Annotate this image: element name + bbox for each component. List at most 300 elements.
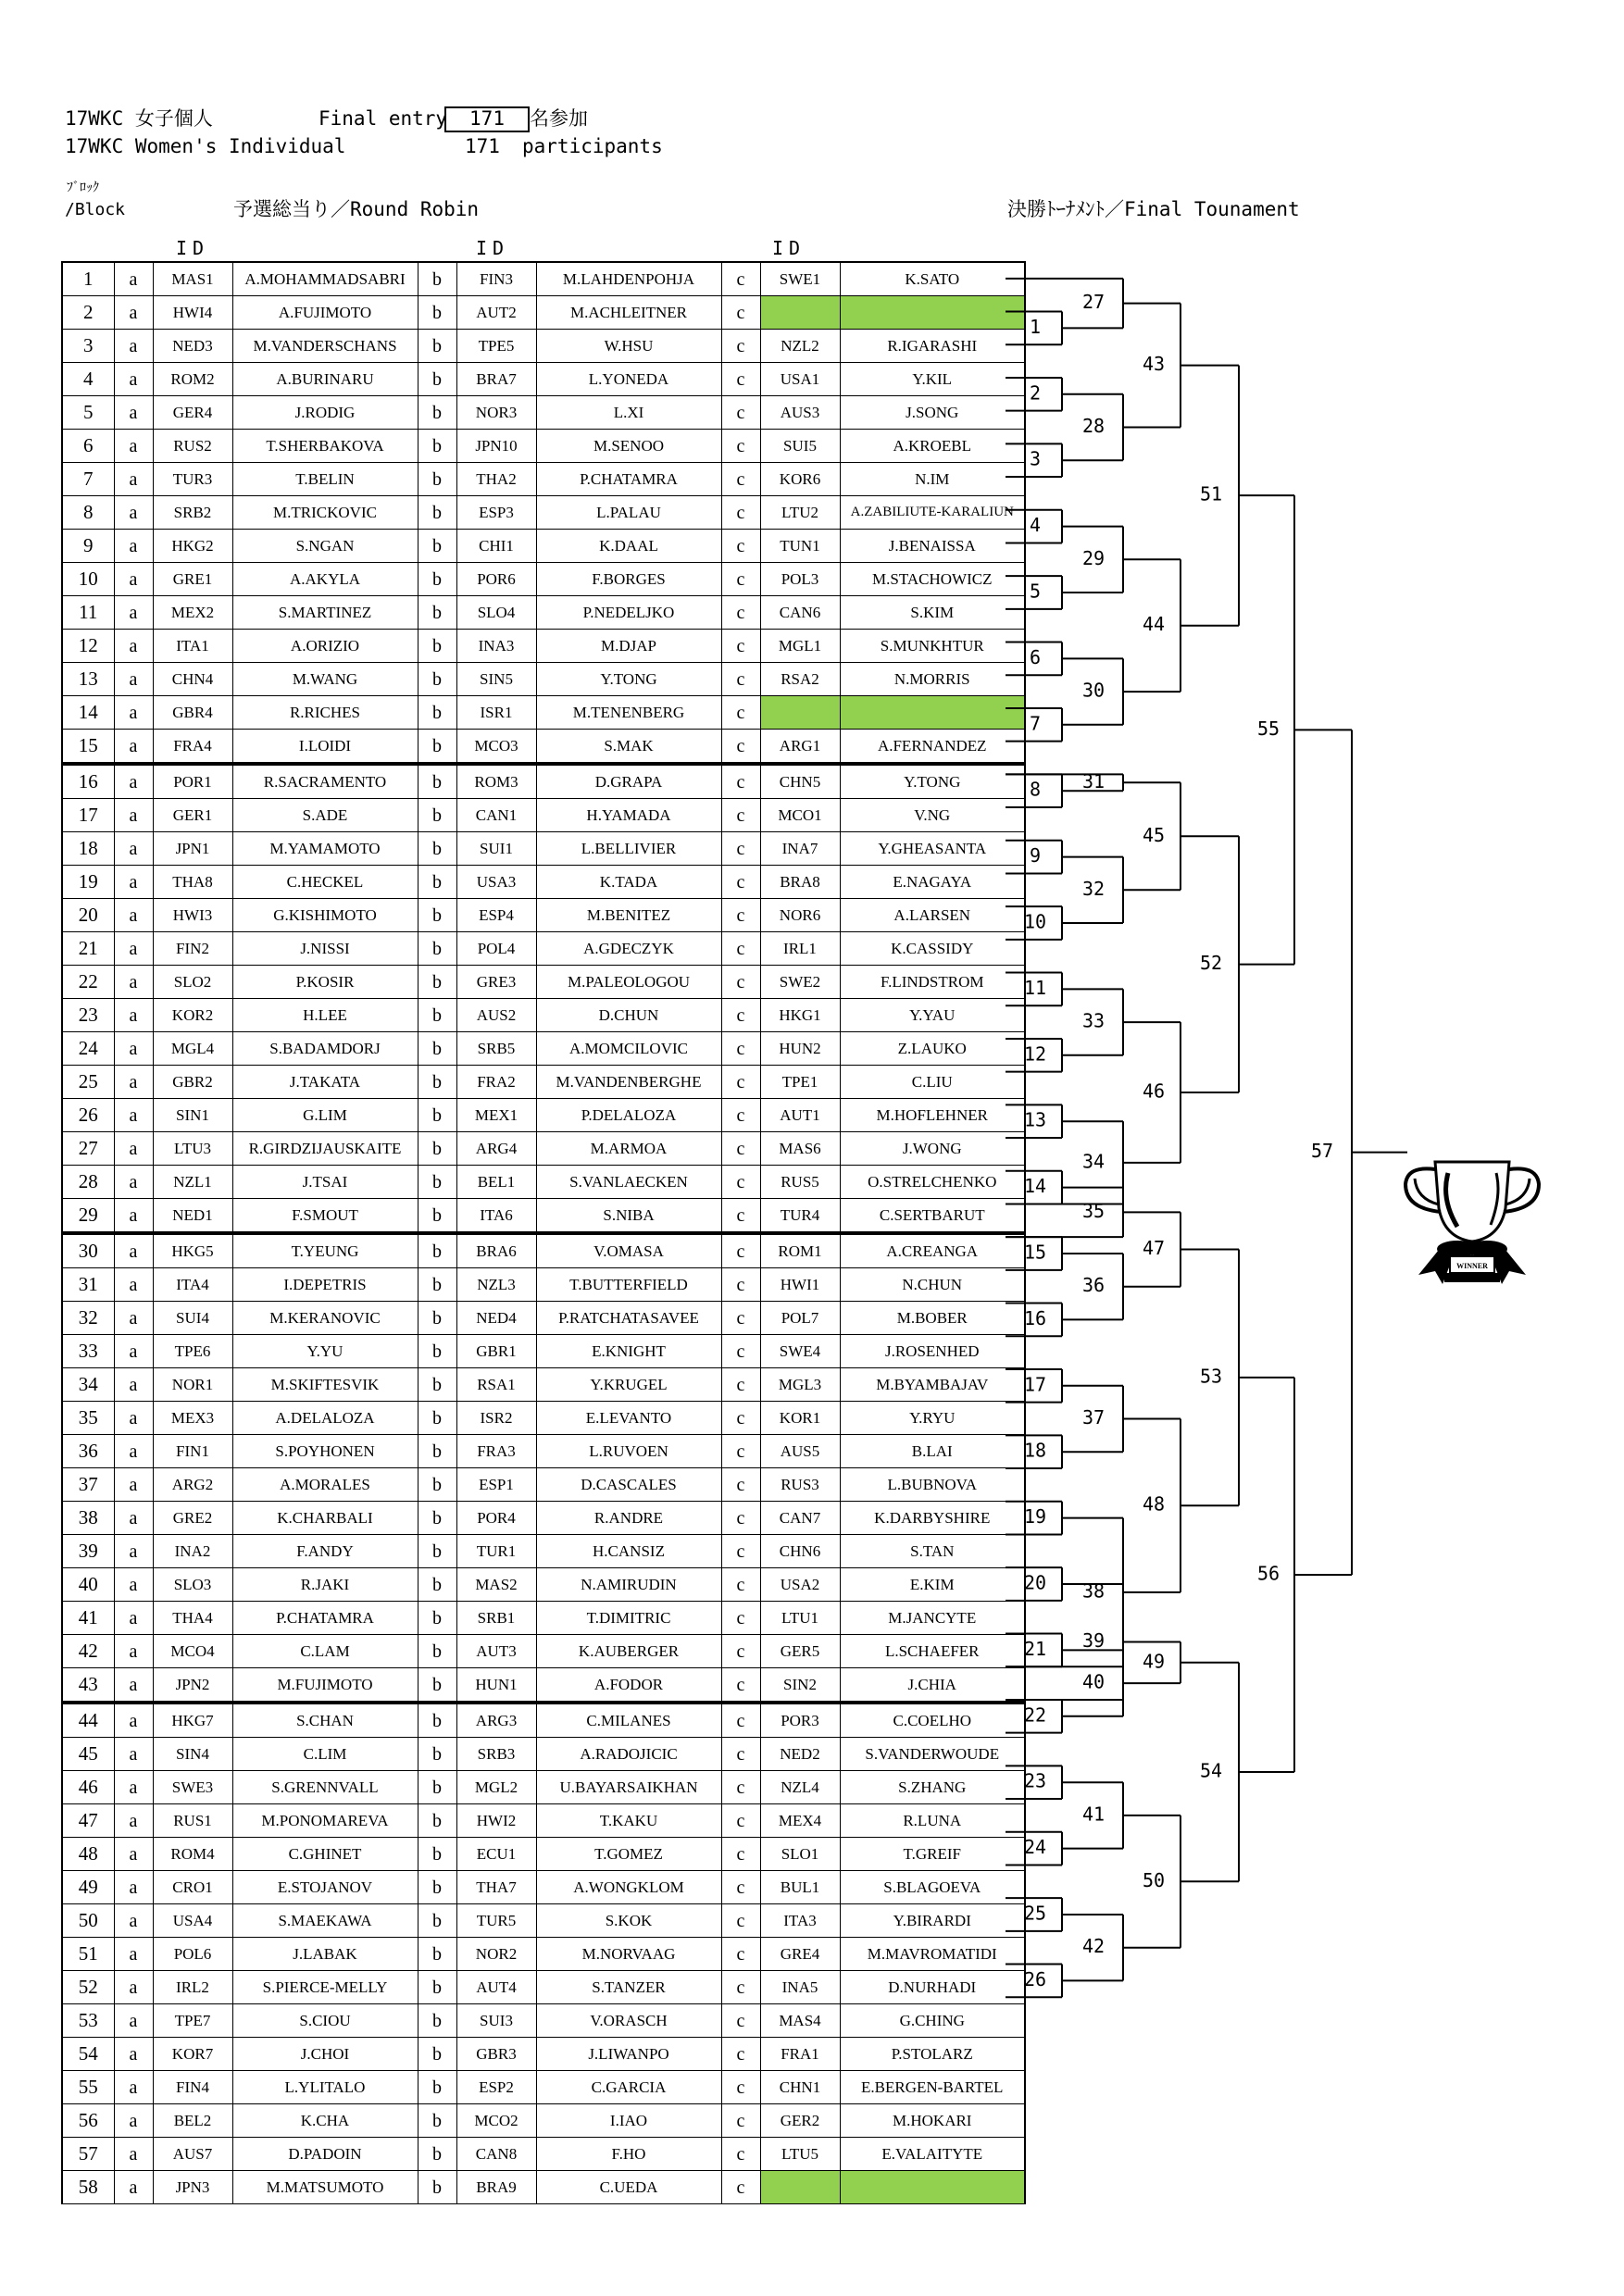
player-name-b: T.GOMEZ: [536, 1838, 721, 1871]
player-id-a: ITA4: [153, 1268, 232, 1302]
player-name-b: P.NEDELJKO: [536, 596, 721, 630]
player-name-c: L.SCHAEFER: [840, 1635, 1025, 1668]
match-number: 23: [1023, 1769, 1047, 1792]
round-robin-title: 予選総当り／Round Robin: [233, 198, 480, 220]
slot-letter-a: a: [114, 966, 153, 999]
match-number: 13: [1023, 1108, 1047, 1131]
slot-letter-a: a: [114, 1804, 153, 1838]
slot-letter-b: b: [418, 730, 456, 765]
match-number: 52: [1199, 952, 1223, 975]
player-name-a: I.DEPETRIS: [232, 1268, 418, 1302]
block-number: 56: [62, 2104, 114, 2138]
player-name-c: C.COELHO: [840, 1703, 1025, 1738]
player-id-c: POR3: [760, 1703, 840, 1738]
slot-letter-b: b: [418, 1804, 456, 1838]
match-number: 54: [1199, 1759, 1223, 1782]
player-name-a: J.TSAI: [232, 1166, 418, 1199]
player-name-b: K.DAAL: [536, 530, 721, 563]
block-number: 26: [62, 1099, 114, 1132]
player-id-c: TUN1: [760, 530, 840, 563]
match-number: 32: [1081, 877, 1106, 900]
slot-letter-b: b: [418, 696, 456, 730]
block-number: 46: [62, 1771, 114, 1804]
player-id-a: FIN4: [153, 2071, 232, 2104]
block-number: 3: [62, 330, 114, 363]
slot-letter-b: b: [418, 1402, 456, 1435]
slot-letter-b: b: [418, 1468, 456, 1502]
slot-letter-b: b: [418, 1435, 456, 1468]
player-id-a: JPN3: [153, 2171, 232, 2204]
match-number: 51: [1199, 482, 1223, 505]
player-id-b: CAN8: [456, 2138, 536, 2171]
block-number: 39: [62, 1535, 114, 1568]
slot-letter-b: b: [418, 663, 456, 696]
player-name-b: L.XI: [536, 396, 721, 430]
participant-count: 171: [465, 135, 500, 157]
slot-letter-c: c: [721, 1738, 760, 1771]
block-number: 32: [62, 1302, 114, 1335]
player-name-a: M.KERANOVIC: [232, 1302, 418, 1335]
slot-letter-b: b: [418, 1635, 456, 1668]
player-name-c: V.NG: [840, 799, 1025, 832]
slot-letter-c: c: [721, 396, 760, 430]
player-name-c: Y.RYU: [840, 1402, 1025, 1435]
player-id-b: ARG4: [456, 1132, 536, 1166]
player-id-b: BRA9: [456, 2171, 536, 2204]
player-id-a: GBR4: [153, 696, 232, 730]
player-id-b: BRA6: [456, 1233, 536, 1268]
player-id-b: MCO2: [456, 2104, 536, 2138]
player-id-c: SWE4: [760, 1335, 840, 1368]
player-name-b: S.TANZER: [536, 1971, 721, 2004]
block-number: 2: [62, 296, 114, 330]
slot-letter-c: c: [721, 1635, 760, 1668]
player-name-b: F.BORGES: [536, 563, 721, 596]
player-id-b: USA3: [456, 866, 536, 899]
slot-letter-b: b: [418, 530, 456, 563]
player-name-b: M.ARMOA: [536, 1132, 721, 1166]
match-number: 30: [1081, 679, 1106, 702]
player-id-b: RSA1: [456, 1368, 536, 1402]
slot-letter-a: a: [114, 296, 153, 330]
player-id-b: NED4: [456, 1302, 536, 1335]
slot-letter-b: b: [418, 1602, 456, 1635]
player-name-c: Z.LAUKO: [840, 1032, 1025, 1066]
block-number: 58: [62, 2171, 114, 2204]
slot-letter-a: a: [114, 1568, 153, 1602]
player-name-b: H.CANSIZ: [536, 1535, 721, 1568]
player-name-b: W.HSU: [536, 330, 721, 363]
player-id-c: NZL4: [760, 1771, 840, 1804]
slot-letter-a: a: [114, 799, 153, 832]
player-id-a: JPN1: [153, 832, 232, 866]
block-number: 19: [62, 866, 114, 899]
slot-letter-c: c: [721, 463, 760, 496]
player-name-b: T.DIMITRIC: [536, 1602, 721, 1635]
player-id-a: GRE2: [153, 1502, 232, 1535]
player-id-a: TUR3: [153, 463, 232, 496]
match-number: 39: [1081, 1628, 1106, 1652]
slot-letter-b: b: [418, 1132, 456, 1166]
player-name-b: P.DELALOZA: [536, 1099, 721, 1132]
player-name-b: T.KAKU: [536, 1804, 721, 1838]
player-id-b: AUS2: [456, 999, 536, 1032]
match-number: 34: [1081, 1150, 1106, 1173]
block-number: 54: [62, 2038, 114, 2071]
slot-letter-c: c: [721, 1938, 760, 1971]
slot-letter-c: c: [721, 1199, 760, 1234]
slot-letter-b: b: [418, 2038, 456, 2071]
player-name-a: A.MOHAMMADSABRI: [232, 262, 418, 296]
player-name-a: C.LAM: [232, 1635, 418, 1668]
player-id-b: CAN1: [456, 799, 536, 832]
match-number: 56: [1256, 1562, 1280, 1585]
slot-letter-a: a: [114, 463, 153, 496]
player-id-c: ITA3: [760, 1904, 840, 1938]
slot-letter-c: c: [721, 696, 760, 730]
player-name-a: H.LEE: [232, 999, 418, 1032]
match-number: 24: [1023, 1836, 1047, 1859]
player-name-c: J.CHIA: [840, 1668, 1025, 1703]
player-name-c: K.SATO: [840, 262, 1025, 296]
player-id-b: TUR5: [456, 1904, 536, 1938]
player-id-a: THA8: [153, 866, 232, 899]
player-id-c: AUS5: [760, 1435, 840, 1468]
slot-letter-c: c: [721, 1535, 760, 1568]
player-id-b: ISR1: [456, 696, 536, 730]
slot-letter-c: c: [721, 2104, 760, 2138]
player-id-b: POR6: [456, 563, 536, 596]
slot-letter-a: a: [114, 1703, 153, 1738]
player-id-a: TPE7: [153, 2004, 232, 2038]
player-id-b: SRB1: [456, 1602, 536, 1635]
player-name-a: A.FUJIMOTO: [232, 296, 418, 330]
player-id-c: CAN7: [760, 1502, 840, 1535]
player-id-c: AUS3: [760, 396, 840, 430]
slot-letter-c: c: [721, 1402, 760, 1435]
player-name-c: E.BERGEN-BARTEL: [840, 2071, 1025, 2104]
participants-jp: 名参加: [530, 107, 588, 130]
player-id-a: KOR2: [153, 999, 232, 1032]
player-name-c: A.CREANGA: [840, 1233, 1025, 1268]
player-name-c: Y.GHEASANTA: [840, 832, 1025, 866]
match-number: 40: [1081, 1670, 1106, 1693]
slot-letter-a: a: [114, 1971, 153, 2004]
player-name-b: M.ACHLEITNER: [536, 296, 721, 330]
match-number: 43: [1142, 353, 1166, 376]
player-id-b: AUT4: [456, 1971, 536, 2004]
player-id-c: SWE1: [760, 262, 840, 296]
player-id-c: SLO1: [760, 1838, 840, 1871]
slot-letter-c: c: [721, 2038, 760, 2071]
player-id-b: MAS2: [456, 1568, 536, 1602]
player-name-b: L.PALAU: [536, 496, 721, 530]
player-id-a: THA4: [153, 1602, 232, 1635]
match-number: 35: [1081, 1199, 1106, 1222]
player-name-c: B.LAI: [840, 1435, 1025, 1468]
slot-letter-a: a: [114, 630, 153, 663]
match-number: 50: [1142, 1868, 1166, 1891]
player-name-b: H.YAMADA: [536, 799, 721, 832]
slot-letter-b: b: [418, 2171, 456, 2204]
player-name-b: L.RUVOEN: [536, 1435, 721, 1468]
player-name-c: K.DARBYSHIRE: [840, 1502, 1025, 1535]
block-number: 29: [62, 1199, 114, 1234]
block-number: 53: [62, 2004, 114, 2038]
block-number: 34: [62, 1368, 114, 1402]
block-number: 21: [62, 932, 114, 966]
player-name-a: S.PIERCE-MELLY: [232, 1971, 418, 2004]
player-id-b: NOR3: [456, 396, 536, 430]
player-name-b: M.PALEOLOGOU: [536, 966, 721, 999]
player-id-b: HWI2: [456, 1804, 536, 1838]
block-number: 38: [62, 1502, 114, 1535]
player-name-b: C.GARCIA: [536, 2071, 721, 2104]
player-name-c: T.GREIF: [840, 1838, 1025, 1871]
player-id-a: INA2: [153, 1535, 232, 1568]
player-name-b: M.TENENBERG: [536, 696, 721, 730]
block-number: 33: [62, 1335, 114, 1368]
player-name-b: S.NIBA: [536, 1199, 721, 1234]
player-id-b: FRA2: [456, 1066, 536, 1099]
player-id-b: MGL2: [456, 1771, 536, 1804]
slot-letter-b: b: [418, 999, 456, 1032]
match-number: 16: [1023, 1306, 1047, 1329]
player-id-a: SIN1: [153, 1099, 232, 1132]
slot-letter-c: c: [721, 1302, 760, 1335]
slot-letter-b: b: [418, 1066, 456, 1099]
player-name-b: A.GDECZYK: [536, 932, 721, 966]
player-id-c: NED2: [760, 1738, 840, 1771]
player-name-b: K.TADA: [536, 866, 721, 899]
player-name-c: N.CHUN: [840, 1268, 1025, 1302]
slot-letter-a: a: [114, 2038, 153, 2071]
slot-letter-b: b: [418, 1233, 456, 1268]
player-name-b: M.BENITEZ: [536, 899, 721, 932]
player-id-a: BEL2: [153, 2104, 232, 2138]
block-number: 52: [62, 1971, 114, 2004]
slot-letter-c: c: [721, 262, 760, 296]
slot-letter-a: a: [114, 1268, 153, 1302]
player-id-a: RUS1: [153, 1804, 232, 1838]
player-name-c: M.BOBER: [840, 1302, 1025, 1335]
player-name-c: R.IGARASHI: [840, 330, 1025, 363]
player-id-c: POL7: [760, 1302, 840, 1335]
player-id-a: TPE6: [153, 1335, 232, 1368]
slot-letter-b: b: [418, 1368, 456, 1402]
match-number: 7: [1029, 712, 1042, 735]
slot-letter-a: a: [114, 866, 153, 899]
player-id-c: POL3: [760, 563, 840, 596]
slot-letter-c: c: [721, 2071, 760, 2104]
match-number: 38: [1081, 1579, 1106, 1603]
event-title-jp: 17WKC 女子個人: [65, 107, 213, 130]
player-id-b: MEX1: [456, 1099, 536, 1132]
player-id-a: JPN2: [153, 1668, 232, 1703]
block-number: 5: [62, 396, 114, 430]
player-name-b: Y.TONG: [536, 663, 721, 696]
player-name-a: T.BELIN: [232, 463, 418, 496]
block-number: 42: [62, 1635, 114, 1668]
id-header-c: ID: [772, 237, 806, 259]
player-name-c: M.MAVROMATIDI: [840, 1938, 1025, 1971]
slot-letter-a: a: [114, 2138, 153, 2171]
player-name-b: D.GRAPA: [536, 764, 721, 799]
slot-letter-b: b: [418, 1502, 456, 1535]
participants-en: participants: [522, 135, 663, 157]
slot-letter-c: c: [721, 2171, 760, 2204]
slot-letter-c: c: [721, 1502, 760, 1535]
slot-letter-c: c: [721, 1838, 760, 1871]
player-id-a: NZL1: [153, 1166, 232, 1199]
player-name-b: D.CHUN: [536, 999, 721, 1032]
player-id-a: GER1: [153, 799, 232, 832]
player-id-c: GER5: [760, 1635, 840, 1668]
block-number: 14: [62, 696, 114, 730]
player-name-c: E.NAGAYA: [840, 866, 1025, 899]
player-name-c: S.TAN: [840, 1535, 1025, 1568]
final-entry-label: Final entry: [319, 107, 448, 130]
player-id-c: ROM1: [760, 1233, 840, 1268]
player-id-a: MEX2: [153, 596, 232, 630]
slot-letter-b: b: [418, 1938, 456, 1971]
player-id-c: KOR6: [760, 463, 840, 496]
player-id-a: SUI4: [153, 1302, 232, 1335]
player-name-c: A.FERNANDEZ: [840, 730, 1025, 765]
match-number: 57: [1310, 1140, 1334, 1163]
player-id-a: KOR7: [153, 2038, 232, 2071]
player-name-a: M.VANDERSCHANS: [232, 330, 418, 363]
slot-letter-b: b: [418, 396, 456, 430]
player-id-a: GRE1: [153, 563, 232, 596]
player-id-a: SIN4: [153, 1738, 232, 1771]
player-id-a: FRA4: [153, 730, 232, 765]
block-number: 16: [62, 764, 114, 799]
slot-letter-b: b: [418, 866, 456, 899]
player-id-c: MEX4: [760, 1804, 840, 1838]
player-id-b: POL4: [456, 932, 536, 966]
player-name-a: C.HECKEL: [232, 866, 418, 899]
block-number: 9: [62, 530, 114, 563]
slot-letter-b: b: [418, 1871, 456, 1904]
player-id-b: AUT3: [456, 1635, 536, 1668]
player-id-b: SIN5: [456, 663, 536, 696]
match-number: 44: [1142, 613, 1166, 636]
player-id-a: ROM2: [153, 363, 232, 396]
player-id-b: ESP3: [456, 496, 536, 530]
player-name-c: M.JANCYTE: [840, 1602, 1025, 1635]
player-id-c: HKG1: [760, 999, 840, 1032]
slot-letter-c: c: [721, 730, 760, 765]
match-number: 29: [1081, 546, 1106, 569]
slot-letter-c: c: [721, 2138, 760, 2171]
entry-count-box: 171: [444, 106, 530, 132]
player-name-b: Y.KRUGEL: [536, 1368, 721, 1402]
block-number: 24: [62, 1032, 114, 1066]
player-name-a: S.POYHONEN: [232, 1435, 418, 1468]
slot-letter-c: c: [721, 530, 760, 563]
slot-letter-b: b: [418, 2071, 456, 2104]
player-name-b: M.NORVAAG: [536, 1938, 721, 1971]
slot-letter-a: a: [114, 1635, 153, 1668]
slot-letter-a: a: [114, 1535, 153, 1568]
player-id-b: CHI1: [456, 530, 536, 563]
slot-letter-c: c: [721, 1032, 760, 1066]
player-name-c: Y.BIRARDI: [840, 1904, 1025, 1938]
slot-letter-b: b: [418, 1703, 456, 1738]
player-name-c: Y.TONG: [840, 764, 1025, 799]
block-number: 51: [62, 1938, 114, 1971]
slot-letter-c: c: [721, 596, 760, 630]
player-id-b: ISR2: [456, 1402, 536, 1435]
slot-letter-c: c: [721, 1904, 760, 1938]
player-id-b: ECU1: [456, 1838, 536, 1871]
block-number: 22: [62, 966, 114, 999]
player-name-a: A.ORIZIO: [232, 630, 418, 663]
slot-letter-a: a: [114, 330, 153, 363]
player-id-b: GBR3: [456, 2038, 536, 2071]
player-id-a: ARG2: [153, 1468, 232, 1502]
slot-letter-a: a: [114, 1335, 153, 1368]
player-name-b: C.UEDA: [536, 2171, 721, 2204]
player-name-a: F.ANDY: [232, 1535, 418, 1568]
player-name-a: D.PADOIN: [232, 2138, 418, 2171]
block-number: 6: [62, 430, 114, 463]
block-number: 4: [62, 363, 114, 396]
block-number: 49: [62, 1871, 114, 1904]
player-id-b: GRE3: [456, 966, 536, 999]
slot-letter-b: b: [418, 1668, 456, 1703]
player-id-a: HKG5: [153, 1233, 232, 1268]
trophy-icon: [1398, 1153, 1546, 1292]
player-name-a: G.KISHIMOTO: [232, 899, 418, 932]
slot-letter-a: a: [114, 1602, 153, 1635]
slot-letter-b: b: [418, 1838, 456, 1871]
player-name-b: L.YONEDA: [536, 363, 721, 396]
slot-letter-a: a: [114, 496, 153, 530]
final-tournament-title: 決勝ﾄｰﾅﾒﾝﾄ／Final Tounament: [1007, 198, 1300, 220]
slot-letter-a: a: [114, 1368, 153, 1402]
match-number: 19: [1023, 1505, 1047, 1529]
player-id-c: RUS5: [760, 1166, 840, 1199]
player-name-a: M.FUJIMOTO: [232, 1668, 418, 1703]
player-id-b: ESP4: [456, 899, 536, 932]
match-number: 33: [1081, 1009, 1106, 1032]
player-name-c: J.SONG: [840, 396, 1025, 430]
player-id-b: NOR2: [456, 1938, 536, 1971]
player-name-c: M.STACHOWICZ: [840, 563, 1025, 596]
player-name-b: S.VANLAECKEN: [536, 1166, 721, 1199]
player-id-c: LTU2: [760, 496, 840, 530]
player-id-b: HUN1: [456, 1668, 536, 1703]
player-name-a: T.SHERBAKOVA: [232, 430, 418, 463]
player-name-c: E.VALAITYTE: [840, 2138, 1025, 2171]
block-number: 1: [62, 262, 114, 296]
slot-letter-a: a: [114, 1166, 153, 1199]
player-name-a: I.LOIDI: [232, 730, 418, 765]
player-id-b: ROM3: [456, 764, 536, 799]
block-number: 45: [62, 1738, 114, 1771]
player-name-a: M.MATSUMOTO: [232, 2171, 418, 2204]
player-id-c: INA7: [760, 832, 840, 866]
slot-letter-c: c: [721, 832, 760, 866]
slot-letter-a: a: [114, 530, 153, 563]
player-name-a: G.LIM: [232, 1099, 418, 1132]
slot-letter-a: a: [114, 999, 153, 1032]
block-number: 44: [62, 1703, 114, 1738]
slot-letter-a: a: [114, 596, 153, 630]
block-number: 40: [62, 1568, 114, 1602]
